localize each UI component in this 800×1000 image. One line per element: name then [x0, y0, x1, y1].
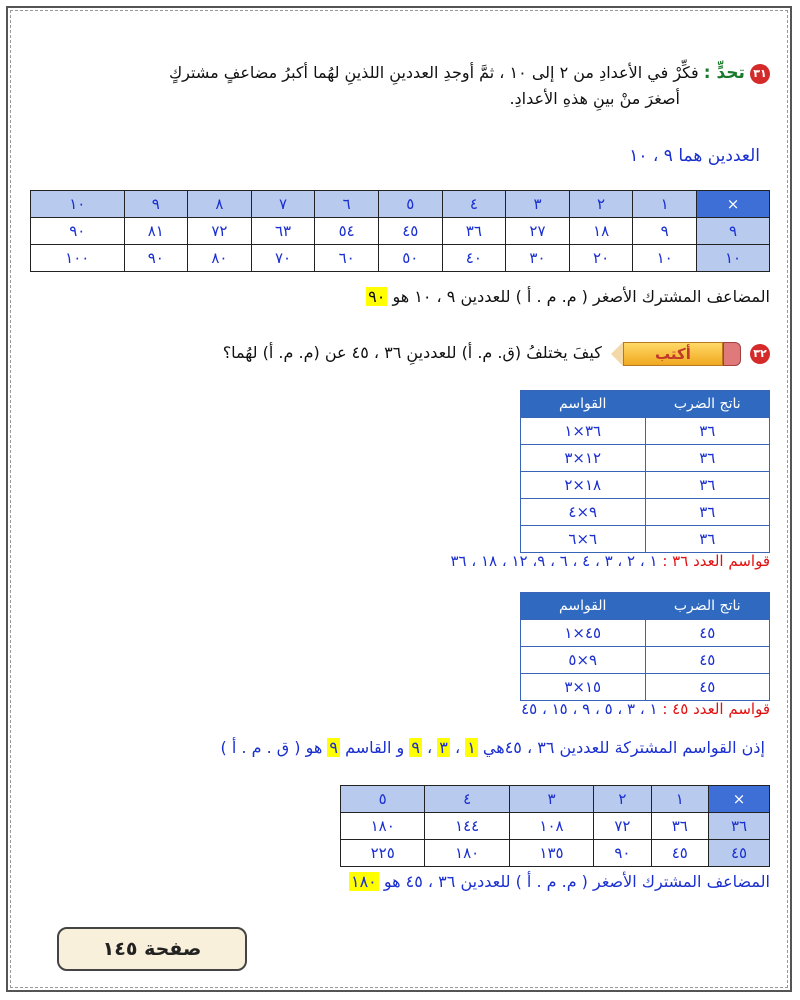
- gcf-value: ٩: [329, 738, 338, 757]
- factors-cell: ٩×٤: [521, 499, 646, 526]
- table-cell: ١٨: [569, 218, 633, 245]
- write-label: أكتب: [623, 342, 723, 366]
- factors-36-line: [450, 552, 770, 570]
- q32-lcm-value: ١٨٠: [350, 872, 377, 891]
- header-cell: ٧: [251, 191, 315, 218]
- factors-cell: ٦×٦: [521, 526, 646, 553]
- factors-36-table: [520, 390, 770, 553]
- factors-36-list: ١ ، ٢ ، ٣ ، ٤ ، ٦ ، ٩، ١٢ ، ١٨ ، ٣٦: [450, 552, 658, 570]
- table-cell: ٣٦: [442, 218, 506, 245]
- common-factors-line: [221, 738, 765, 757]
- header-cell: ١٠: [31, 191, 125, 218]
- col-factors-header: القواسم: [521, 391, 646, 418]
- separator: ،: [454, 738, 461, 757]
- factors-cell: ٤٥×١: [521, 620, 646, 647]
- col-factors-header: القواسم: [521, 593, 646, 620]
- table-cell: ٤٥: [651, 840, 708, 867]
- product-cell: ٤٥: [645, 674, 770, 701]
- separator: ،: [427, 738, 433, 757]
- table-cell: ١٠: [633, 245, 697, 272]
- q31-multiplication-table: [30, 190, 770, 272]
- table-corner: ×: [709, 786, 770, 813]
- header-cell: ٢: [569, 191, 633, 218]
- table-cell: ٦٠: [315, 245, 379, 272]
- table-cell: ١٠٠: [31, 245, 125, 272]
- q32-multiplication-table: [340, 785, 770, 867]
- q32-number-badge: ٣٢: [750, 344, 770, 364]
- table-cell: ٩: [633, 218, 697, 245]
- factors-45-line: [521, 700, 770, 718]
- col-product-header: ناتج الضرب: [645, 391, 770, 418]
- table-cell: ٩٠: [124, 245, 188, 272]
- table-cell: ٩٠: [594, 840, 651, 867]
- row-label: ١٠: [697, 245, 770, 272]
- header-cell: ٢: [594, 786, 651, 813]
- table-cell: ٤٠: [442, 245, 506, 272]
- table-cell: ٤٥: [378, 218, 442, 245]
- table-cell: ٧٠: [251, 245, 315, 272]
- product-cell: ٣٦: [645, 499, 770, 526]
- factors-36-label: قواسم العدد ٣٦ :: [662, 552, 770, 570]
- factors-cell: ١٥×٣: [521, 674, 646, 701]
- header-cell: ٦: [315, 191, 379, 218]
- pencil-icon: [611, 342, 741, 366]
- table-cell: ١٨٠: [341, 813, 425, 840]
- q31-number-badge: ٣١: [750, 64, 770, 84]
- header-cell: ٣: [506, 191, 570, 218]
- table-cell: ٢٢٥: [341, 840, 425, 867]
- q31-lcm-line: [366, 287, 770, 306]
- factors-cell: ٣٦×١: [521, 418, 646, 445]
- gcf-text: هو ( ق . م . أ ): [220, 738, 323, 757]
- table-cell: ٦٣: [251, 218, 315, 245]
- header-cell: ٨: [188, 191, 252, 218]
- factors-cell: ١٨×٢: [521, 472, 646, 499]
- q31-lcm-text: المضاعف المشترك الأصغر ( م. م . أ ) للعددين ٩ ، ١٠ هو: [392, 287, 770, 306]
- header-cell: ٥: [378, 191, 442, 218]
- table-cell: ٨٠: [188, 245, 252, 272]
- q32-lcm-text: المضاعف المشترك الأصغر ( م. م . أ ) للعددين ٣٦ ، ٤٥ هو: [383, 872, 770, 891]
- factors-cell: ١٢×٣: [521, 445, 646, 472]
- product-cell: ٣٦: [645, 418, 770, 445]
- product-cell: ٣٦: [645, 526, 770, 553]
- table-corner: ×: [697, 191, 770, 218]
- header-cell: ٤: [442, 191, 506, 218]
- product-cell: ٤٥: [645, 620, 770, 647]
- common-factors-text: إذن القواسم المشتركة للعددين ٣٦ ، ٤٥هي: [482, 738, 765, 757]
- page-number: صفحة ١٤٥: [57, 927, 247, 971]
- table-cell: ٨١: [124, 218, 188, 245]
- header-cell: ١: [651, 786, 708, 813]
- table-cell: ١٠٨: [509, 813, 593, 840]
- q32-prompt: كيفَ يختلفُ (ق. م. أ) للعددينِ ٣٦ ، ٤٥ عن (م. م. أ) لهُما؟: [222, 343, 602, 362]
- table-cell: ٢٧: [506, 218, 570, 245]
- factors-45-label: قواسم العدد ٤٥ :: [662, 700, 770, 718]
- table-cell: ١٣٥: [509, 840, 593, 867]
- common-factor-1: ١: [467, 738, 476, 757]
- table-cell: ١٨٠: [425, 840, 509, 867]
- factors-45-list: ١ ، ٣ ، ٥ ، ٩ ، ١٥ ، ٤٥: [521, 700, 658, 718]
- table-cell: ٥٤: [315, 218, 379, 245]
- table-cell: ٧٢: [188, 218, 252, 245]
- q31-answer: العددين هما ٩ ، ١٠: [629, 146, 760, 166]
- table-cell: ١٤٤: [425, 813, 509, 840]
- header-cell: ٩: [124, 191, 188, 218]
- header-cell: ٥: [341, 786, 425, 813]
- table-cell: ٥٠: [378, 245, 442, 272]
- common-factor-3: ٩: [411, 738, 420, 757]
- q31-statement: [30, 60, 770, 112]
- table-cell: ٩٠: [31, 218, 125, 245]
- q31-text-line2: أصغرَ منْ بينِ هذهِ الأعدادِ.: [509, 89, 680, 108]
- header-cell: ٤: [425, 786, 509, 813]
- product-cell: ٤٥: [645, 647, 770, 674]
- row-label: ٣٦: [709, 813, 770, 840]
- challenge-label: تحدٍّ :: [703, 63, 745, 83]
- header-cell: ٣: [509, 786, 593, 813]
- row-label: ٤٥: [709, 840, 770, 867]
- table-cell: ٢٠: [569, 245, 633, 272]
- header-cell: ١: [633, 191, 697, 218]
- col-product-header: ناتج الضرب: [645, 593, 770, 620]
- common-factor-2: ٣: [439, 738, 448, 757]
- q32-statement: [223, 340, 770, 366]
- factors-cell: ٩×٥: [521, 647, 646, 674]
- product-cell: ٣٦: [645, 445, 770, 472]
- q31-lcm-value: ٩٠: [368, 287, 386, 306]
- product-cell: ٣٦: [645, 472, 770, 499]
- and-divisor-text: و القاسم: [345, 738, 405, 757]
- table-cell: ٧٢: [594, 813, 651, 840]
- table-cell: ٣٦: [651, 813, 708, 840]
- table-cell: ٣٠: [506, 245, 570, 272]
- row-label: ٩: [697, 218, 770, 245]
- q31-text-line1: فكِّرْ في الأعدادِ من ٢ إلى ١٠ ، ثمَّ أوجدِ العددينِ اللذينِ لهُما أكبرُ مضاعفٍ مشتركٍ: [168, 63, 699, 82]
- q32-lcm-line: [349, 872, 770, 891]
- factors-45-table: [520, 592, 770, 701]
